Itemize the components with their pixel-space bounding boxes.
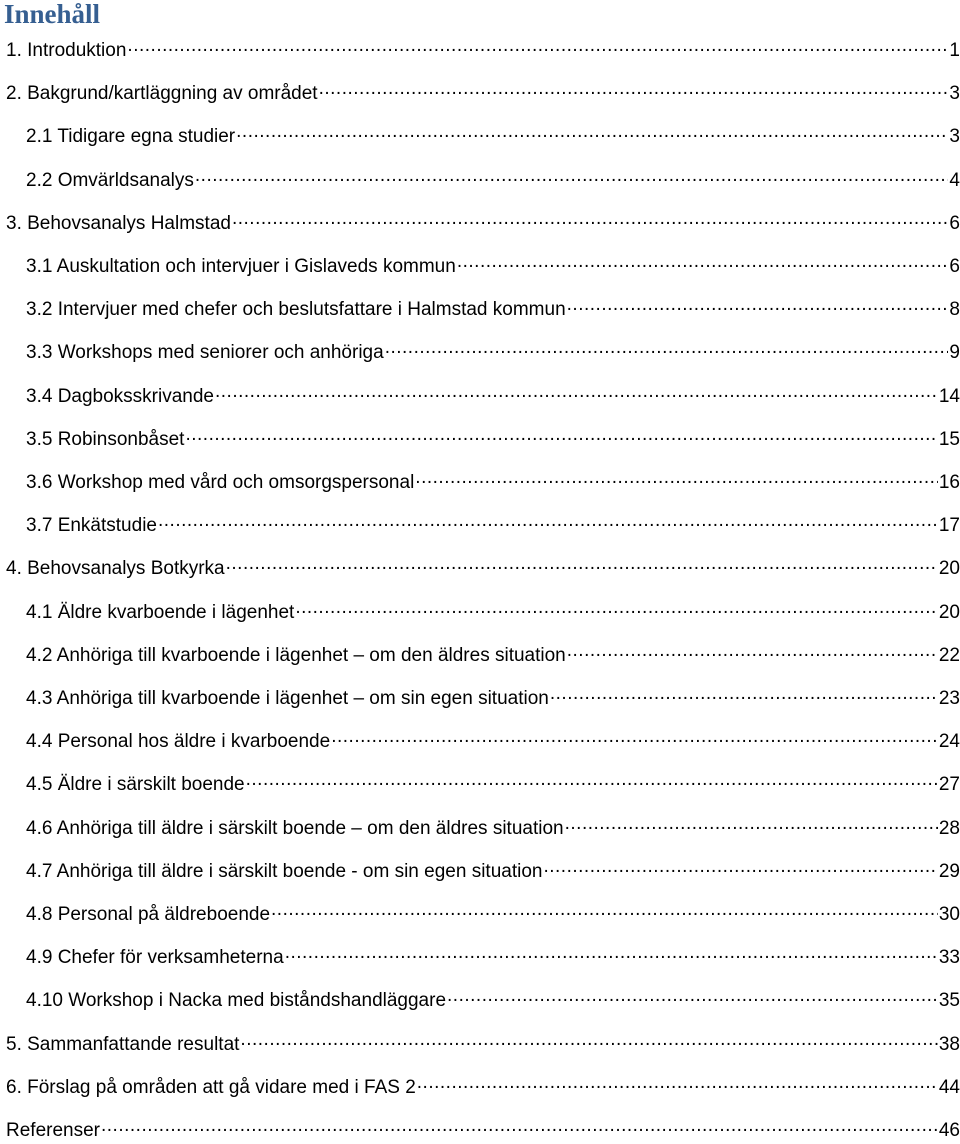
toc-entry-label: Referenser: [6, 1120, 100, 1141]
toc-entry-label: 3.7 Enkätstudie: [26, 515, 157, 537]
toc-dot-leader: [226, 555, 938, 574]
toc-dot-leader: [195, 167, 949, 186]
toc-entry-label: 2.1 Tidigare egna studier: [26, 126, 236, 148]
toc-dot-leader: [185, 426, 937, 445]
toc-entry-page-number: 3: [949, 126, 960, 148]
toc-dot-leader: [457, 253, 949, 272]
toc-entry-page-number: 46: [938, 1120, 960, 1141]
toc-entry[interactable]: [26, 167, 960, 194]
toc-entry-page-number: 33: [938, 947, 960, 969]
toc-entry[interactable]: [26, 815, 960, 842]
toc-entry-page-number: 44: [938, 1076, 960, 1098]
toc-entry-page-number: 16: [938, 472, 960, 493]
toc-entry-label: 4.8 Personal på äldreboende: [26, 904, 271, 925]
toc-dot-leader: [240, 1031, 937, 1050]
toc-entry-page-number: 35: [938, 990, 960, 1012]
toc-dot-leader: [567, 642, 938, 661]
toc-entry-label: 4.3 Anhöriga till kvarboende i lägenhet – om sin egen situation: [26, 688, 549, 709]
toc-entry-page-number: 6: [949, 212, 960, 234]
toc-entry-page-number: 28: [938, 817, 960, 839]
toc-dot-leader: [232, 210, 948, 229]
toc-entry-page-number: 23: [938, 688, 960, 709]
toc-entry-label: 5. Sammanfattande resultat: [6, 1033, 240, 1055]
toc-entry-label: 4.6 Anhöriga till äldre i särskilt boende – om den äldres situation: [26, 817, 564, 839]
toc-dot-leader: [285, 944, 938, 963]
toc-entry-label: 3.4 Dagboksskrivande: [26, 385, 214, 407]
toc-entry-label: 3.6 Workshop med vård och omsorgspersonal: [26, 472, 415, 493]
toc-entry[interactable]: [26, 339, 960, 366]
toc-entry-label: 6. Förslag på områden att gå vidare med i FAS 2: [6, 1076, 416, 1098]
toc-entry-page-number: 3: [949, 83, 960, 105]
toc-entry-label: 4.5 Äldre i särskilt boende: [26, 774, 245, 796]
toc-dot-leader: [295, 599, 938, 618]
toc-entry-page-number: 38: [938, 1033, 960, 1055]
toc-entry-label: 4.7 Anhöriga till äldre i särskilt boende - om sin egen situation: [26, 860, 543, 882]
toc-entry-page-number: 17: [938, 515, 960, 537]
toc-entry-label: 3. Behovsanalys Halmstad: [6, 212, 231, 234]
toc-entry[interactable]: [26, 858, 960, 885]
toc-entry-page-number: 29: [938, 860, 960, 882]
toc-entry-label: 1. Introduktion: [6, 40, 127, 61]
toc-entry-page-number: 15: [938, 428, 960, 450]
toc-entry-label: 4.9 Chefer för verksamheterna: [26, 947, 284, 969]
toc-entry[interactable]: [26, 771, 960, 798]
toc-entry-label: 4.1 Äldre kvarboende i lägenhet: [26, 601, 295, 623]
toc-entry[interactable]: [26, 728, 960, 755]
toc-entry-label: 3.2 Intervjuer med chefer och beslutsfattare i Halmstad kommun: [26, 299, 566, 321]
toc-entry[interactable]: [26, 685, 960, 712]
toc-dot-leader: [415, 469, 938, 488]
toc-entry[interactable]: [26, 642, 960, 669]
toc-dot-leader: [565, 815, 938, 834]
toc-dot-leader: [101, 1117, 938, 1136]
toc-entry-page-number: 27: [938, 774, 960, 796]
toc-entry-page-number: 22: [938, 644, 960, 666]
toc-entry[interactable]: [26, 383, 960, 410]
toc-dot-leader: [127, 37, 948, 56]
toc-entry[interactable]: [6, 210, 960, 237]
toc-dot-leader: [567, 296, 949, 315]
toc-heading: Innehåll: [4, 0, 101, 29]
toc-entry-label: 3.1 Auskultation och intervjuer i Gislaveds kommun: [26, 256, 456, 277]
toc-dot-leader: [236, 123, 948, 142]
toc-dot-leader: [319, 80, 949, 99]
toc-entry[interactable]: [6, 37, 960, 64]
toc-dot-leader: [271, 901, 938, 920]
toc-entry-page-number: 24: [938, 731, 960, 753]
toc-entry-page-number: 14: [938, 385, 960, 407]
toc-entry-label: 4. Behovsanalys Botkyrka: [6, 558, 225, 580]
toc-entry-label: 3.3 Workshops med seniorer och anhöriga: [26, 342, 384, 364]
toc-entry[interactable]: [6, 1074, 960, 1101]
toc-entry[interactable]: [6, 555, 960, 582]
toc-dot-leader: [158, 512, 938, 531]
toc-entry-page-number: 4: [949, 169, 960, 191]
toc-entry-page-number: 20: [938, 601, 960, 623]
toc-entry[interactable]: [6, 1117, 960, 1144]
toc-dot-leader: [331, 728, 938, 747]
toc-entry[interactable]: [26, 123, 960, 150]
toc-entry-page-number: 6: [949, 256, 960, 277]
toc-entry[interactable]: [26, 987, 960, 1014]
toc-entry-label: 2. Bakgrund/kartläggning av området: [6, 83, 318, 105]
toc-entry[interactable]: [26, 944, 960, 971]
toc-entry-page-number: 9: [949, 342, 960, 364]
toc-entry-page-number: 8: [949, 299, 960, 321]
toc-dot-leader: [543, 858, 937, 877]
toc-dot-leader: [385, 339, 949, 358]
toc-entry-label: 2.2 Omvärldsanalys: [26, 169, 194, 191]
toc-entry[interactable]: [26, 599, 960, 626]
toc-entry-label: 3.5 Robinsonbåset: [26, 428, 185, 450]
toc-entry-label: 4.4 Personal hos äldre i kvarboende: [26, 731, 331, 753]
toc-dot-leader: [447, 987, 938, 1006]
toc-entry[interactable]: [26, 901, 960, 928]
toc-entry[interactable]: [26, 253, 960, 280]
toc-entry-page-number: 30: [938, 904, 960, 925]
toc-entry[interactable]: [6, 80, 960, 107]
toc-entry[interactable]: [26, 512, 960, 539]
toc-entry[interactable]: [6, 1031, 960, 1058]
toc-entry-label: 4.2 Anhöriga till kvarboende i lägenhet – om den äldres situation: [26, 644, 566, 666]
toc-entry[interactable]: [26, 426, 960, 453]
toc-entry-page-number: 1: [949, 40, 960, 61]
toc-entry-page-number: 20: [938, 558, 960, 580]
toc-dot-leader: [417, 1074, 938, 1093]
toc-entry-label: 4.10 Workshop i Nacka med biståndshandläggare: [26, 990, 447, 1012]
toc-dot-leader: [550, 685, 938, 704]
toc-dot-leader: [215, 383, 938, 402]
toc-entry[interactable]: [26, 469, 960, 496]
toc-entry[interactable]: [26, 296, 960, 323]
toc-dot-leader: [246, 771, 938, 790]
